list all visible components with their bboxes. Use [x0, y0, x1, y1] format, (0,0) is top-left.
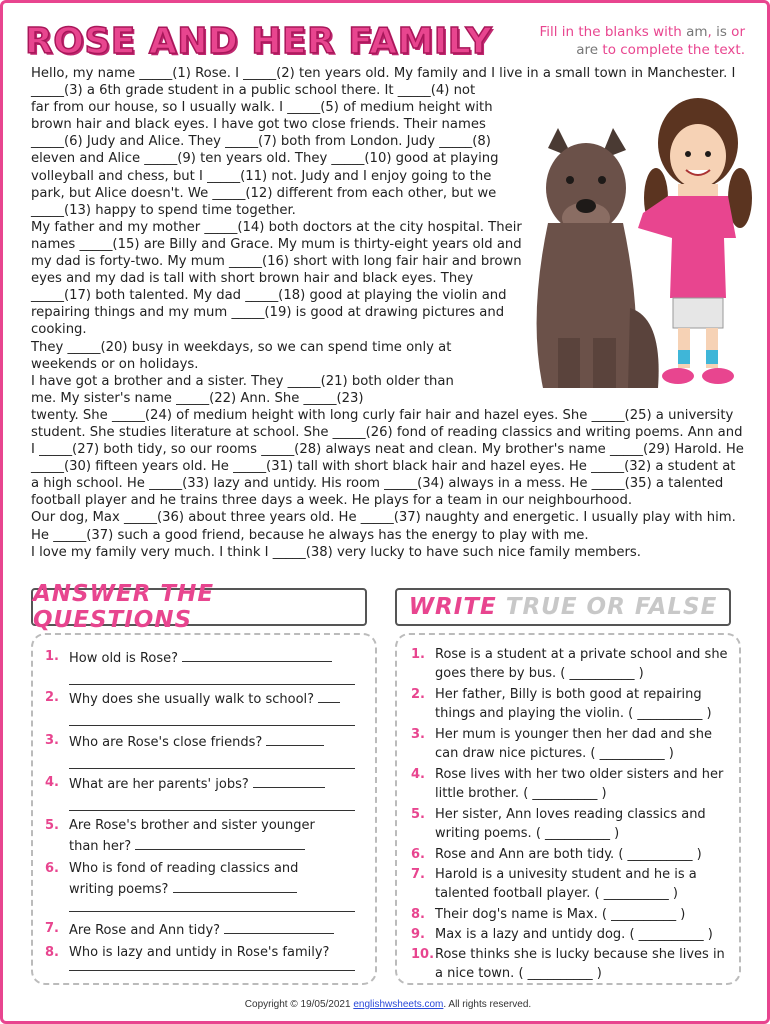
true-false-blank[interactable]: ( __________ )	[560, 666, 644, 681]
question-item	[45, 688, 365, 726]
worksheet-title: ROSE AND HER FAMILY	[25, 21, 493, 62]
statement-number: 8.	[411, 907, 425, 922]
instruction-sep: ,	[707, 24, 717, 40]
answer-line[interactable]	[224, 919, 334, 934]
answer-line[interactable]	[69, 905, 355, 912]
copyright-footer	[3, 999, 770, 1010]
statement-number: 10.	[411, 947, 435, 962]
statement-number: 5.	[411, 807, 425, 822]
question-text: Who are Rose's close friends?	[69, 735, 263, 750]
question-text: Are Rose's brother and sister younger than her?	[69, 818, 315, 854]
answer-questions-heading: ANSWER THE QUESTIONS	[31, 588, 367, 626]
instruction-word-is: is	[716, 24, 727, 40]
question-number: 2.	[45, 690, 59, 705]
question-text: Are Rose and Ann tidy?	[69, 923, 221, 938]
true-false-blank[interactable]: ( __________ )	[590, 746, 674, 761]
statement-item	[411, 865, 731, 903]
true-false-blank[interactable]: ( __________ )	[601, 907, 686, 922]
statement-text: Rose lives with her two older sisters and her little brother.	[435, 767, 724, 801]
passage-paragraph: They _____(20) busy in weekdays, so we can spend time only at weekends or on holidays.	[31, 339, 452, 372]
answer-line[interactable]	[69, 762, 355, 769]
statement-item	[411, 805, 731, 843]
true-false-blank[interactable]: ( __________ )	[628, 706, 712, 721]
statement-number: 6.	[411, 847, 425, 862]
instruction-sep: or	[726, 24, 745, 40]
copyright-text: Copyright © 19/05/2021	[244, 999, 354, 1010]
statement-text: Her sister, Ann loves reading classics and writing poems.	[435, 807, 706, 841]
true-false-blank[interactable]: ( __________ )	[523, 786, 607, 801]
answer-line[interactable]	[266, 731, 324, 746]
true-false-blank[interactable]: ( __________ )	[518, 966, 602, 981]
passage-paragraph: Hello, my name _____(1) Rose. I _____(2) ten years old. My family and I live in a small town in Manchester. I _____(3) a 6th grade student in a public school there. It _____(4) not	[31, 66, 736, 99]
statement-text: Her mum is younger then her dad and she can draw nice pictures.	[435, 727, 712, 761]
statement-text: Their dog's name is Max.	[435, 907, 598, 922]
instruction-suffix: to complete the text.	[598, 42, 745, 58]
question-number: 6.	[45, 861, 59, 876]
true-false-blank[interactable]: ( __________ )	[594, 886, 678, 901]
instruction-word-am: am	[686, 24, 708, 40]
question-text: What are her parents' jobs?	[69, 777, 249, 792]
answer-line[interactable]	[69, 719, 355, 726]
question-text: How old is Rose?	[69, 651, 179, 666]
question-number: 5.	[45, 818, 59, 833]
statement-text: Rose is a student at a private school and she goes there by bus.	[435, 647, 728, 681]
question-number: 4.	[45, 775, 59, 790]
question-text: Why does she usually walk to school?	[69, 692, 315, 707]
answer-line[interactable]	[182, 647, 332, 662]
question-item	[45, 647, 365, 685]
question-item	[45, 816, 365, 856]
true-false-heading	[395, 588, 731, 626]
question-number: 1.	[45, 649, 59, 664]
question-item	[45, 731, 365, 769]
passage-paragraph: My father and my mother _____(14) both doctors at the city hospital. Their names _____(15) are Billy and Grace. My mum is thirty-eight years old and my dad is forty-two. My mum _____(16) short with long fair hair and brown eyes and my dad is tall with short brown hair and black eyes. They _____(17) both talented. My dad _____(18) good at playing the violin and repairing things and my mum _____(19) is good at drawing pictures and cooking.	[31, 219, 522, 338]
statement-item	[411, 685, 731, 723]
true-false-blank[interactable]: ( __________ )	[535, 826, 620, 841]
statement-number: 2.	[411, 687, 425, 702]
question-item	[45, 919, 365, 940]
answer-line[interactable]	[69, 678, 355, 685]
statement-item	[411, 925, 731, 944]
questions-panel	[31, 633, 377, 985]
passage-paragraph: I have got a brother and a sister. They _____(21) both older than me. My sister's name _____(22) Ann. She _____(23)	[31, 373, 454, 406]
question-item	[45, 773, 365, 811]
instruction-prefix: Fill in the blanks with	[539, 24, 687, 40]
statement-item	[411, 845, 731, 864]
question-number: 8.	[45, 945, 59, 960]
tf-heading-write: WRITE	[408, 594, 497, 620]
instructions	[535, 23, 745, 59]
true-false-blank[interactable]: ( __________ )	[629, 927, 713, 942]
instruction-word-are: are	[576, 42, 599, 58]
statement-number: 4.	[411, 767, 425, 782]
statement-text: Max is a lazy and untidy dog.	[435, 927, 626, 942]
statement-item	[411, 765, 731, 803]
passage-paragraph: far from our house, so I usually walk. I _____(5) of medium height with brown hair and black eyes. I have got two close friends. Their names _____(6) Judy and Alice. They _____(7) both from London. Judy _____(8) eleven and Alice _____(9) ten years old. They _____(10) good at playing volleyball and chess, but I _____(11) not. Judy and I enjoy going to the park, but Alice doesn't. We _____(12) different from each other, but we _____(13) happy to spend time together.	[31, 100, 499, 218]
answer-line[interactable]	[318, 688, 340, 703]
statement-text: Harold is a univesity student and he is a talented football player.	[435, 867, 697, 901]
statement-item	[411, 945, 731, 983]
true-false-panel	[395, 633, 741, 985]
statement-item	[411, 905, 731, 924]
statement-item	[411, 645, 731, 683]
question-item	[45, 859, 365, 912]
statement-number: 7.	[411, 867, 425, 882]
statement-text: Her father, Billy is both good at repairing things and playing the violin.	[435, 687, 702, 721]
statement-number: 9.	[411, 927, 425, 942]
true-false-blank[interactable]: ( __________ )	[618, 847, 702, 862]
answer-line[interactable]	[253, 773, 325, 788]
copyright-suffix: . All rights reserved.	[443, 999, 532, 1010]
answer-line[interactable]	[173, 878, 297, 893]
statement-text: Rose thinks she is lucky because she lives in a nice town.	[435, 947, 725, 981]
question-text: Who is fond of reading classics and writing poems?	[69, 861, 299, 897]
tf-heading-rest: TRUE OR FALSE	[505, 594, 718, 620]
question-number: 7.	[45, 921, 59, 936]
statement-number: 1.	[411, 647, 425, 662]
passage-paragraph: I love my family very much. I think I _____(38) very lucky to have such nice family members.	[31, 544, 641, 560]
question-text: Who is lazy and untidy in Rose's family?	[69, 945, 330, 960]
passage-paragraph: twenty. She _____(24) of medium height with long curly fair hair and hazel eyes. She _____(25) a university student. She studies literature at school. She _____(26) fond of reading classics and writing poems. Ann and I _____(27) both tidy, so our rooms _____(28) always neat and clean. My brother's name _____(29) Harold. He _____(30) fifteen years old. He _____(31) tall with short black hair and hazel eyes. He _____(32) a student at a high school. He _____(33) lazy and untidy. His room _____(34) always in a mess. He _____(35) a talented football player and he trains three days a week. He plays for a team in our neighbourhood.	[31, 407, 744, 509]
answer-line[interactable]	[69, 804, 355, 811]
question-number: 3.	[45, 733, 59, 748]
statement-number: 3.	[411, 727, 425, 742]
answer-line[interactable]	[69, 964, 355, 971]
passage-paragraph: Our dog, Max _____(36) about three years old. He _____(37) naughty and energetic. I usually play with him. He _____(37) such a good friend, because he always has the energy to play with me.	[31, 510, 736, 543]
statement-item	[411, 725, 731, 763]
answer-line[interactable]	[135, 835, 305, 850]
website-link[interactable]: englishwsheets.com	[353, 999, 444, 1010]
fill-in-passage	[31, 65, 747, 561]
question-item	[45, 943, 365, 971]
statement-text: Rose and Ann are both tidy.	[435, 847, 615, 862]
